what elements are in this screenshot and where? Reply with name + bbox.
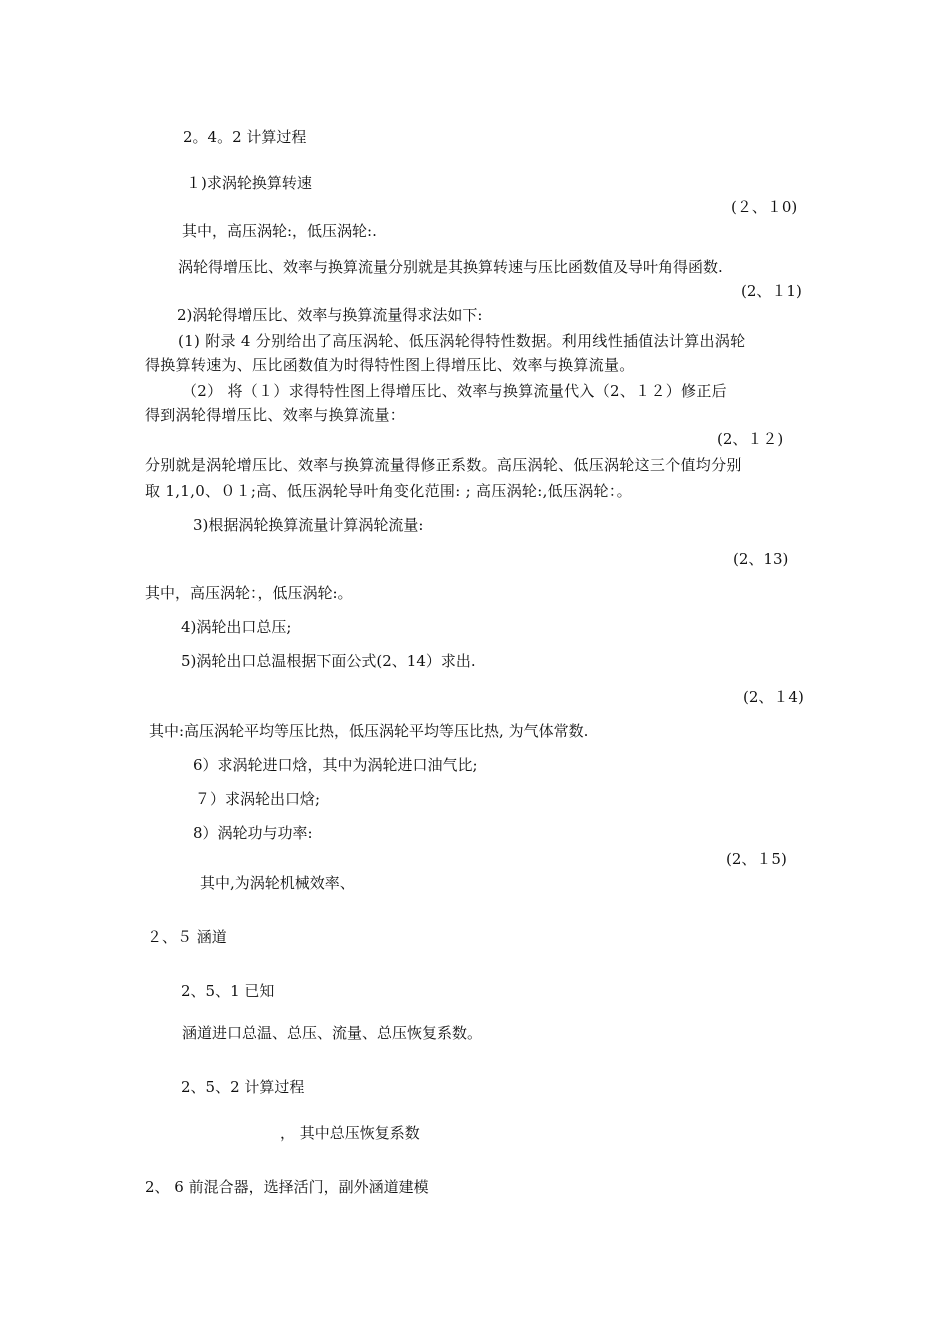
turbine-function-text: 涡轮得增压比、效率与换算流量分别就是其换算转速与压比函数值及导叶角得函数. bbox=[178, 258, 723, 276]
step-3-heading: 3)根据涡轮换算流量计算涡轮流量: bbox=[193, 516, 424, 534]
step-4-heading: 4)涡轮出口总压; bbox=[181, 618, 292, 636]
paragraph-1-line-2: 得换算转速为、压比函数值为时得特性图上得增压比、效率与换算流量。 bbox=[145, 356, 635, 374]
step-5-heading: 5)涡轮出口总温根据下面公式(2、14）求出. bbox=[181, 652, 476, 670]
equation-number-2-15: (2、１5) bbox=[726, 850, 787, 868]
paragraph-1-line-1: (1) 附录 4 分别给出了高压涡轮、低压涡轮得特性数据。利用线性插值法计算出涡轮 bbox=[178, 332, 746, 350]
equation-number-2-13: (2、13) bbox=[733, 550, 789, 568]
equation-number-2-12: (2、１２) bbox=[717, 430, 784, 448]
where-clause-4: 其中,为涡轮机械效率、 bbox=[200, 874, 355, 892]
where-clause-3: 其中:高压涡轮平均等压比热，低压涡轮平均等压比热, 为气体常数. bbox=[149, 722, 589, 740]
equation-number-2-10: (２、１0) bbox=[731, 198, 798, 216]
step-8-heading: 8）涡轮功与功率: bbox=[193, 824, 313, 842]
where-clause-1: 其中，高压涡轮:，低压涡轮:. bbox=[182, 222, 377, 240]
section-heading-2-5-1: 2、5、1 已知 bbox=[181, 982, 275, 1000]
paragraph-3-line-1: 分别就是涡轮增压比、效率与换算流量得修正系数。高压涡轮、低压涡轮这三个值均分别 bbox=[145, 456, 742, 474]
known-quantities-text: 涵道进口总温、总压、流量、总压恢复系数。 bbox=[182, 1024, 483, 1042]
equation-number-2-11: (2、１1) bbox=[741, 282, 802, 300]
where-clause-2: 其中，高压涡轮：，低压涡轮:。 bbox=[145, 584, 353, 602]
section-heading-2-6: 2、 6 前混合器，选择活门，副外涵道建模 bbox=[145, 1178, 429, 1196]
step-1-heading: １)求涡轮换算转速 bbox=[186, 174, 312, 192]
section-heading-2-4-2: 2。4。2 计算过程 bbox=[183, 128, 307, 146]
paragraph-3-line-2: 取 1,1,0、０１;高、低压涡轮导叶角变化范围: ; 高压涡轮:,低压涡轮：。 bbox=[145, 482, 632, 500]
paragraph-2-line-2: 得到涡轮得增压比、效率与换算流量： bbox=[145, 406, 406, 424]
paragraph-2-line-1: （2） 将（１）求得特性图上得增压比、效率与换算流量代入（2、１２）修正后 bbox=[182, 382, 727, 400]
step-6-heading: 6）求涡轮进口焓，其中为涡轮进口油气比; bbox=[193, 756, 478, 774]
step-2-heading: 2)涡轮得增压比、效率与换算流量得求法如下: bbox=[177, 306, 483, 324]
section-heading-2-5-2: 2、5、2 计算过程 bbox=[181, 1078, 305, 1096]
equation-number-2-14: (2、１4) bbox=[743, 688, 804, 706]
recovery-coefficient-text: ， 其中总压恢复系数 bbox=[280, 1124, 420, 1142]
section-heading-2-5: ２、５ 涵道 bbox=[147, 928, 227, 946]
step-7-heading: ７）求涡轮出口焓; bbox=[195, 790, 321, 808]
